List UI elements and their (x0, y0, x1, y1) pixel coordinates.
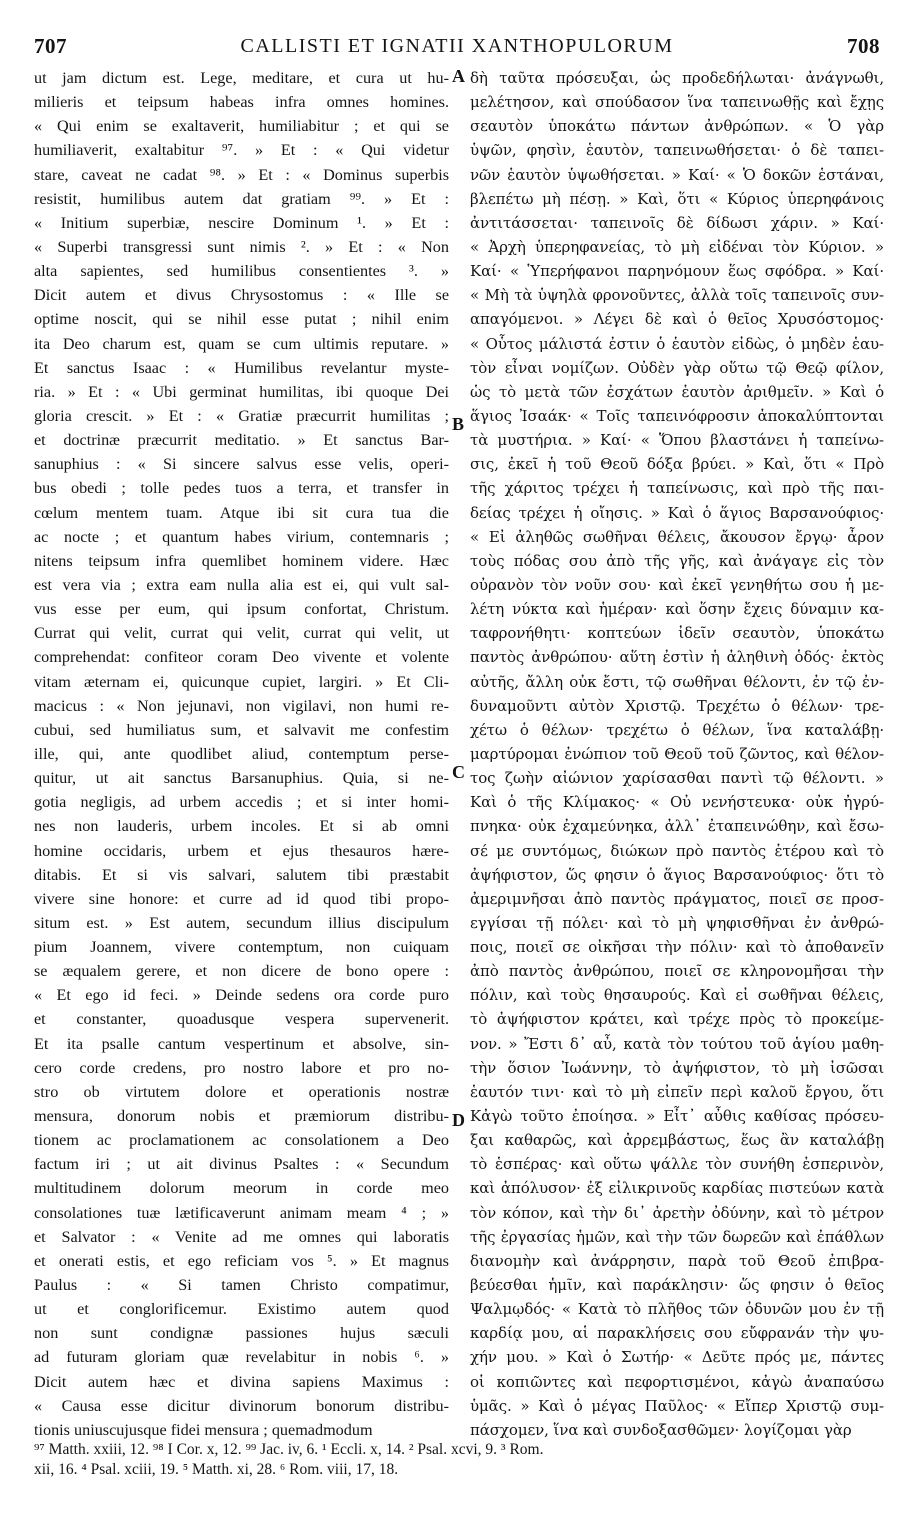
latin-text-line: gloria crescit. » Et : « Gratiæ præcurrit humilitas ; (34, 406, 449, 425)
greek-text-line: δὴ ταῦτα πρόσευξαι, ὡς προδεδήλωται· ἀνάγνωθι, (470, 69, 884, 87)
greek-text-line: πόλιν, καὶ τοὺς θησαυρούς. Καὶ εἰ σωθῆναι θέλεις, (470, 986, 884, 1005)
greek-text-line: αὐτῆς, ἄλλη οὐκ ἔστι, τῷ σωθῆναι θέλοντι, ἐν τῷ ἐν- (470, 672, 884, 691)
greek-text-line: οἱ κοπιῶντες καὶ πεφορτισμένοι, κἀγὼ ἀναπαύσω (470, 1372, 884, 1391)
latin-text-line: ditabis. Et si vis salvari, salutem tibi præstabit (34, 865, 449, 884)
greek-text-line: δείας τρέχει ἡ οἴησις. » Καὶ ὁ ἅγιος Βαρσανούφιος· (470, 503, 884, 522)
greek-text-line: ἀπὸ παντὸς ἀνθρώπου, ποιεῖ σε κληρονομῆσαι τὴν (470, 962, 884, 981)
latin-text-line: ria. » Et : « Ubi germinat humilitas, ibi quoque Dei (34, 382, 449, 401)
latin-text-line: Paulus : « Si tamen Christo compatimur, (34, 1276, 449, 1295)
latin-text-line: et Salvator : « Venite ad me omnes qui laboratis (34, 1227, 449, 1246)
latin-text-line: tionis uniuscujusque fidei mensura ; quemadmodum (34, 1420, 373, 1439)
greek-text-line: τὸ ἀψήφιστον κράτει, καὶ τρέχε πρὸς τὸ προκείμε- (470, 1010, 884, 1029)
greek-text-line: Ψαλμῳδός· « Κατὰ τὸ πλῆθος τῶν ὀδυνῶν μου ἐν τῇ (470, 1300, 884, 1319)
running-title: CALLISTI ET IGNATII XANTHOPULORUM (240, 35, 674, 57)
greek-text-line: ταφρονήθητι· κοπτεύων ἰδεῖν σεαυτὸν, ὑποκάτω (470, 624, 884, 643)
latin-text-line: vus esse per eum, qui ipsum confortat, Christum. (34, 600, 449, 619)
greek-text-line: ἀμεριμνῆσαι ἀπὸ παντὸς πράγματος, ποιεῖ σε προσ- (470, 889, 884, 908)
latin-text-line: Et sanctus Isaac : « Humilibus revelantur myste- (34, 358, 449, 377)
latin-text-line: Et ita psalle cantum vespertinum et absolve, sin- (34, 1034, 449, 1053)
footnotes (34, 1440, 880, 1480)
greek-text-line: « Ἀρχὴ ὑπερηφανείας, τὸ μὴ εἰδέναι τὸν Κύριον. » (470, 237, 884, 256)
latin-text-line: cœlum mentem tuam. Atque ibi sit cura tua die (34, 503, 449, 522)
greek-text-line: τὸν εἶναι νομίζων. Οὐδὲν γὰρ οὕτω τῷ Θεῷ φίλον, (470, 358, 884, 377)
greek-text-line: εγγίσαι τῇ πόλει· καὶ τὸ μὴ ψηφισθῆναι ἐν ἀνθρώ- (470, 913, 884, 932)
latin-text-line: et constanter, quoadusque vespera supervenerit. (34, 1010, 449, 1029)
greek-text-line: τῆς ἐργασίας ἡμῶν, καὶ τὴν τῶν δωρεῶν καὶ ἐπάθλων (470, 1227, 884, 1246)
latin-text-line: et doctrinæ præcurrit meditatio. » Et sanctus Bar- (34, 431, 449, 450)
latin-text-line: « Qui enim se exaltaverit, humiliabitur ; et qui se (34, 117, 449, 136)
latin-text-line: quitur, ut ait sanctus Barsanuphius. Quia, si ne- (34, 769, 449, 788)
footnote-line: ⁹⁷ Matth. xxiii, 12. ⁹⁸ I Cor. x, 12. ⁹⁹ Jac. iv, 6. ¹ Eccli. x, 14. ² Psal. xcvi, 9. ³ Rom. (34, 1441, 544, 1458)
latin-text-line: homine occidaris, urbem et ejus thesauros hære- (34, 841, 449, 860)
latin-text-line: pium Joannem, vivere contemptum, non cuiquam (34, 938, 449, 957)
latin-text-line: macicus : « Non jejunavi, non vigilavi, non humi re- (34, 696, 449, 715)
greek-text-line: απαγόμενοι. » Λέγει δὲ καὶ ὁ θεῖος Χρυσόστομος· (470, 310, 884, 329)
latin-text-line: ille, qui, ante quodlibet aliud, contemptum perse- (34, 744, 449, 763)
margin-marker-a: A (452, 66, 465, 86)
greek-text-line: χέτω ὁ θέλων· τρεχέτω ὁ θέλων, ἵνα καταλάβῃ· (470, 720, 884, 739)
greek-text-line: ὑψῶν, φησὶν, ἑαυτὸν, ταπεινωθήσεται· ὁ δὲ ταπει- (470, 141, 884, 160)
latin-text-line: milieris et teipsum habeas infra omnes homines. (34, 93, 449, 112)
latin-text-line: multitudinem dolorum meorum in corde meo (34, 1179, 449, 1198)
latin-text-line: sanuphius : « Si sincere salvus esse velis, operi- (34, 455, 449, 474)
greek-text-line: τοὺς πόδας σου ἀπὸ τῆς γῆς, καὶ ἀνάγαγε εἰς τὸν (470, 551, 884, 570)
latin-text-line: bus obedi ; tolle pedes tuos a terra, et transfer in (34, 479, 449, 498)
greek-text-line: πάσχομεν, ἵνα καὶ συνδοξασθῶμεν· λογίζομαι γὰρ (470, 1420, 852, 1439)
latin-text-line: factum iri ; ut ait divinus Psaltes : « Secundum (34, 1155, 449, 1174)
latin-text-line: consolationes tuæ lætificaverunt animam meam ⁴ ; » (34, 1203, 449, 1222)
greek-text-line: « Εἰ ἀληθῶς σωθῆναι θέλεις, ἄκουσον ἔργῳ· ἆρον (470, 527, 884, 546)
greek-text-line: νον. » Ἔστι δ᾽ αὖ, κατὰ τὸν τούτου τοῦ ἁγίου μαθη- (470, 1034, 884, 1053)
greek-text-line: τὸν κόπον, καὶ τὴν δι᾽ ἀρετὴν ὀδύνην, καὶ τὸ μέτρον (470, 1203, 884, 1222)
latin-text-line: stare, caveat ne cadat ⁹⁸. » Et : « Dominus superbis (34, 165, 449, 184)
latin-text-line: nitens teipsum infra quemlibet hominem videre. Hæc (34, 551, 449, 570)
latin-text-line: « Causa esse dicitur divinorum bonorum distribu- (34, 1396, 449, 1415)
latin-text-line: stro ob virtutem dolore et operationis nostræ (34, 1082, 449, 1101)
greek-text-line: « Μὴ τὰ ὑψηλὰ φρονοῦντες, ἀλλὰ τοῖς ταπεινοῖς συν- (470, 286, 884, 305)
latin-text-line: ad futuram gloriam quæ revelabitur in nobis ⁶. » (34, 1348, 449, 1367)
greek-text-line: βλεπέτω μὴ πέσῃ. » Καὶ, ὅτι « Κύριος ὑπερηφάνοις (470, 189, 884, 208)
latin-text-line: Dicit autem hæc et divina sapiens Maximus : (34, 1372, 449, 1391)
latin-text-line: vitam æternam ei, quicunque cupiet, largiri. » Et Cli- (34, 672, 449, 691)
greek-text-line: ἀψήφιστον, ὥς φησιν ὁ ἅγιος Βαρσανούφιος· ὅτι τὸ (470, 865, 884, 884)
latin-text-line: « Et ego id feci. » Deinde sedens ora corde puro (34, 986, 449, 1005)
greek-text-line: « Οὗτος μάλιστά ἐστιν ὁ ἑαυτὸν εἰδὼς, ὁ μηδὲν ἑαυ- (470, 334, 884, 353)
greek-text-line: τῆς χάριτος τρέχει ἡ ταπείνωσις, καὶ πρὸ τῆς παι- (470, 479, 884, 498)
greek-text-line: ἅγιος Ἰσαάκ· « Τοῖς ταπεινόφροσιν ἀποκαλύπτονται (470, 406, 884, 425)
footnote-line: xii, 16. ⁴ Psal. xciii, 19. ⁵ Matth. xi, 28. ⁶ Rom. viii, 17, 18. (34, 1461, 399, 1478)
latin-text-line: cero corde credens, pro nostro labore et pro no- (34, 1058, 449, 1077)
latin-text-line: est vera via ; extra eam nulla alia est ei, qui vult sal- (34, 575, 449, 594)
greek-text-line: ποις, ποιεῖ σε οἰκῆσαι τὴν πόλιν· καὶ τὸ ἀποθανεῖν (470, 938, 884, 957)
greek-text-line: βεύεσθαι ἡμῖν, καὶ παράκλησιν· ὥς φησιν ὁ θεῖος (470, 1276, 884, 1295)
latin-text-line: comprehendat: confiteor coram Deo vivente et volente (34, 648, 449, 667)
greek-text-line: ἑαυτόν τινι· καὶ τὸ μὴ εἰπεῖν περὶ καλοῦ ἔργου, ὅτι (470, 1082, 884, 1101)
latin-text-line: « Superbi transgressi sunt nimis ². » Et : « Non (34, 237, 449, 256)
greek-text-line: τὰ μυστήρια. » Καί· « Ὅπου βλαστάνει ἡ ταπείνω- (470, 431, 884, 450)
latin-text-line: tionem ac proclamationem ac consolationem a Deo (34, 1131, 449, 1150)
latin-text-line: optime noscit, qui se nihil esse putat ; nihil enim (34, 310, 449, 329)
latin-text-line: alta sapientes, sed humilibus consentientes ³. » (34, 262, 449, 281)
latin-text-line: situm est. » Est autem, secundum illius discipulum (34, 913, 449, 932)
latin-text-line: Currat qui velit, currat qui velit, currat qui velit, ut (34, 624, 449, 643)
greek-text-line: ὡς τὸ μετὰ τῶν ἐσχάτων ἑαυτὸν ἀριθμεῖν. » Καὶ ὁ (470, 382, 884, 401)
margin-marker-b: B (452, 414, 465, 434)
greek-text-line: σεαυτὸν ὑποκάτω πάντων ἀνθρώπων. « Ὁ γὰρ (470, 117, 884, 136)
greek-text-line: καρδίᾳ μου, αἱ παρακλήσεις σου εὔφρανάν τὴν ψυ- (470, 1324, 884, 1343)
greek-text-line: δυναμοῦντι αὐτὸν Χριστῷ. Τρεχέτω ὁ θέλων· τρε- (470, 696, 884, 715)
greek-text-line: Κἀγὼ τοῦτο ἐποίησα. » Εἶτ᾽ αὖθις καθίσας πρόσευ- (470, 1107, 884, 1126)
greek-text-line: ξαι καθαρῶς, καὶ ἀρρεμβάστως, ἕως ἂν καταλάβῃ (470, 1131, 884, 1150)
latin-text-line: Dicit autem et divus Chrysostomus : « Ille se (34, 286, 449, 305)
greek-text-line: μαρτύρομαι ἐνώπιον τοῦ Θεοῦ τοῦ ζῶντος, καὶ θέλον- (470, 744, 884, 763)
latin-text-line: non sunt condignæ passiones hujus sæculi (34, 1324, 449, 1343)
greek-text-line: τὸ ἑσπέρας· καὶ οὕτω ψάλλε τὸν συνήθη ἑσπερινὸν, (470, 1155, 884, 1174)
greek-text-line: διανομὴν καὶ ἀνάρρησιν, παρὰ τοῦ Θεοῦ ἐπιβρα- (470, 1251, 884, 1270)
greek-text-column (470, 66, 884, 1442)
greek-text-line: οὐρανὸν τὸν νοῦν σου· καὶ ἐκεῖ γενηθήτω σου ἡ με- (470, 575, 884, 594)
greek-text-line: ὑμᾶς. » Καὶ ὁ μέγας Παῦλος· « Εἴπερ Χριστῷ συμ- (470, 1396, 884, 1415)
greek-text-line: τος ζωὴν αἰώνιον χαρίσασθαι παντὶ τῷ θέλοντι. » (470, 769, 884, 788)
right-page-number: 708 (847, 34, 880, 58)
greek-text-line: πνηκα· οὐκ ἐχαμεύνηκα, ἀλλ᾽ ἐταπεινώθην, καὶ ἔσω- (470, 817, 884, 836)
latin-text-line: ac nocte ; et quantum habes virium, contemnaris ; (34, 527, 449, 546)
greek-text-line: Καὶ ὁ τῆς Κλίμακος· « Οὐ νενήστευκα· οὐκ ἠγρύ- (470, 793, 884, 812)
greek-text-line: παντὸς ἀνθρώπου· αὕτη ἐστὶν ἡ ἀληθινὴ ὁδός· ἐκτὸς (470, 648, 884, 667)
latin-text-line: « Initium superbiæ, nescire Dominum ¹. » Et : (34, 213, 449, 232)
latin-text-line: vivere sine honore: et curre ad id quod tibi propo- (34, 889, 449, 908)
latin-text-column (34, 66, 449, 1442)
latin-text-line: ut et conglorificemur. Existimo autem quod (34, 1300, 449, 1319)
left-page-number: 707 (34, 34, 67, 58)
latin-text-line: humiliaverit, exaltabitur ⁹⁷. » Et : « Qui videtur (34, 141, 449, 160)
latin-text-line: ut jam dictum est. Lege, meditare, et cura ut hu- (34, 69, 449, 87)
latin-text-line: nes non lauderis, urbem incoles. Et si ab omni (34, 817, 449, 836)
page-header (34, 34, 880, 64)
greek-text-line: λέτη νύκτα καὶ ἡμέραν· καὶ ὅσην ἔχεις δύναμιν κα- (470, 600, 884, 619)
greek-text-line: Καί· « Ὑπερήφανοι παρηνόμουν ἕως σφόδρα. » Καί· (470, 262, 884, 281)
margin-marker-d: D (452, 1110, 465, 1130)
latin-text-line: mensura, donorum nobis et præmiorum distribu- (34, 1107, 449, 1126)
greek-text-line: ἀντιτάσσεται· ταπεινοῖς δὲ δίδωσι χάριν. » Καί· (470, 213, 884, 232)
latin-text-line: et onerati estis, et ego reficiam vos ⁵. » Et magnus (34, 1251, 449, 1270)
greek-text-line: σις, ἐκεῖ ἡ τοῦ Θεοῦ δόξα βρύει. » Καὶ, ὅτι « Πρὸ (470, 455, 884, 474)
latin-text-line: resistit, humilibus autem dat gratiam ⁹⁹. » Et : (34, 189, 449, 208)
latin-text-line: gotia negligis, ad urbem accedis ; et si inter homi- (34, 793, 449, 812)
latin-text-line: cubui, sed humiliatus sum, et salvavit me confestim (34, 720, 449, 739)
greek-text-line: νῶν ἑαυτὸν ὑψωθήσεται. » Καί· « Ὁ δοκῶν ἑστάναι, (470, 165, 884, 184)
greek-text-line: τὴν ὅσιον Ἰωάννην, τὸ ἀψήφιστον, τὸ μὴ ἰσῶσαι (470, 1058, 884, 1077)
latin-text-line: ita Deo charum est, quam se cum ultimis reputare. » (34, 334, 449, 353)
margin-marker-c: C (452, 762, 465, 782)
latin-text-line: se æqualem gerere, et non dicere de bono opere : (34, 962, 449, 981)
greek-text-line: χήν μου. » Καὶ ὁ Σωτήρ· « Δεῦτε πρός με, πάντες (470, 1348, 884, 1367)
greek-text-line: καὶ ἀπόλυσον· ἐξ εἰλικρινοῦς καρδίας πιστεύων κατὰ (470, 1179, 884, 1198)
greek-text-line: σέ με συντόμως, διώκων πρὸ παντὸς ἑτέρου καὶ τὸ (470, 841, 884, 860)
greek-text-line: μελέτησον, καὶ σπούδασον ἵνα ταπεινωθῇς καὶ ἔχῃς (470, 93, 884, 112)
